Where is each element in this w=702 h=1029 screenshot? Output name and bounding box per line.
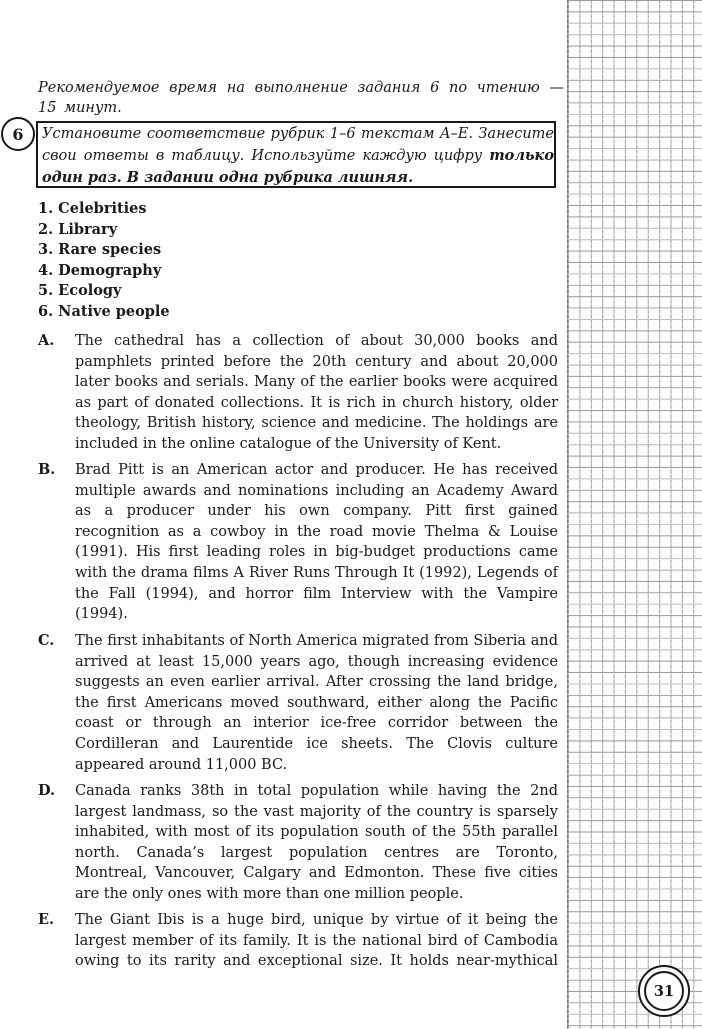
text-body: Brad Pitt is an American actor and producer. He has received multiple awards and nominations including an Academy Award as a producer under his own company. Pitt first gained recognition as a cowboy in the road movie Thelma & Louise (1991). His first leading roles in big-budget productions came with the drama films A River Runs Through It (1992), Legends of the Fall (1994), and horror film Interview with the Vampire (1994). — [75, 462, 558, 623]
text-letter: C. — [38, 632, 55, 649]
page-number: 31 — [653, 982, 675, 1000]
text-body: The Giant Ibis is a huge bird, unique by virtue of it being the largest member of its family. It is the national bird of Cambodia owing to its rarity and exceptional size. It holds near-mythical — [75, 912, 558, 970]
heading-item: 5. Ecology — [38, 282, 122, 300]
text-c — [38, 631, 558, 775]
heading-item: 4. Demography — [38, 261, 162, 279]
headings-list — [38, 199, 170, 323]
text-letter: A. — [38, 332, 55, 349]
grid-dash-overlay — [567, 0, 702, 1029]
task-number-badge — [1, 117, 35, 151]
text-body: The cathedral has a collection of about 30,000 books and pamphlets printed before the 20th century and about 20,000 later books and serials. Many of the earlier books were acquired as part of donated collections. It is rich in church history, older theology, British history, science and medicine. The holdings are included in the online catalogue of the University of Kent. — [75, 333, 558, 452]
text-letter: B. — [38, 461, 56, 478]
text-e — [38, 910, 558, 972]
heading-item: 2. Library — [38, 220, 118, 238]
task-instruction-box — [36, 121, 556, 188]
text-d — [38, 781, 558, 905]
task-instruction-emphasis: только один раз. В задании одна рубрика лишняя. — [42, 147, 554, 186]
heading-item: 6. Native people — [38, 302, 170, 320]
recommended-time-note: Рекомендуемое время на выполнение задания 6 по чтению — 15 минут. — [38, 80, 564, 116]
page-number-inner-ring — [644, 971, 684, 1011]
task-instruction: Установите соответствие рубрик 1–6 текстам A–E. Занесите свои ответы в таблицу. Используйте каждую цифру только один раз. В задании одна рубрика лишняя. — [42, 126, 554, 186]
task-number: 6 — [12, 124, 24, 144]
text-b — [38, 460, 558, 625]
text-letter: E. — [38, 911, 55, 928]
heading-item: 1. Celebrities — [38, 200, 147, 217]
text-body: Canada ranks 38th in total population while having the 2nd largest landmass, so the vast majority of the country is sparsely inhabited, with most of its population south of the 55th parallel north. Canada’s largest population centres are Toronto, Montreal, Vancouver, Calgary and Edmonton. These five cities are the only ones with more than one million people. — [75, 783, 558, 902]
text-a — [38, 331, 558, 455]
heading-item: 3. Rare species — [38, 241, 162, 259]
text-body: The first inhabitants of North America migrated from Siberia and arrived at least 15,000 years ago, though increasing evidence suggests an even earlier arrival. After crossing the land bridge, the first Americans moved southward, either along the Pacific coast or through an interior ice-free corridor between the Cordilleran and Laurentide ice sheets. The Clovis culture appeared around 11,000 BC. — [75, 633, 558, 773]
page-number-badge — [638, 965, 690, 1017]
text-letter: D. — [38, 782, 56, 799]
